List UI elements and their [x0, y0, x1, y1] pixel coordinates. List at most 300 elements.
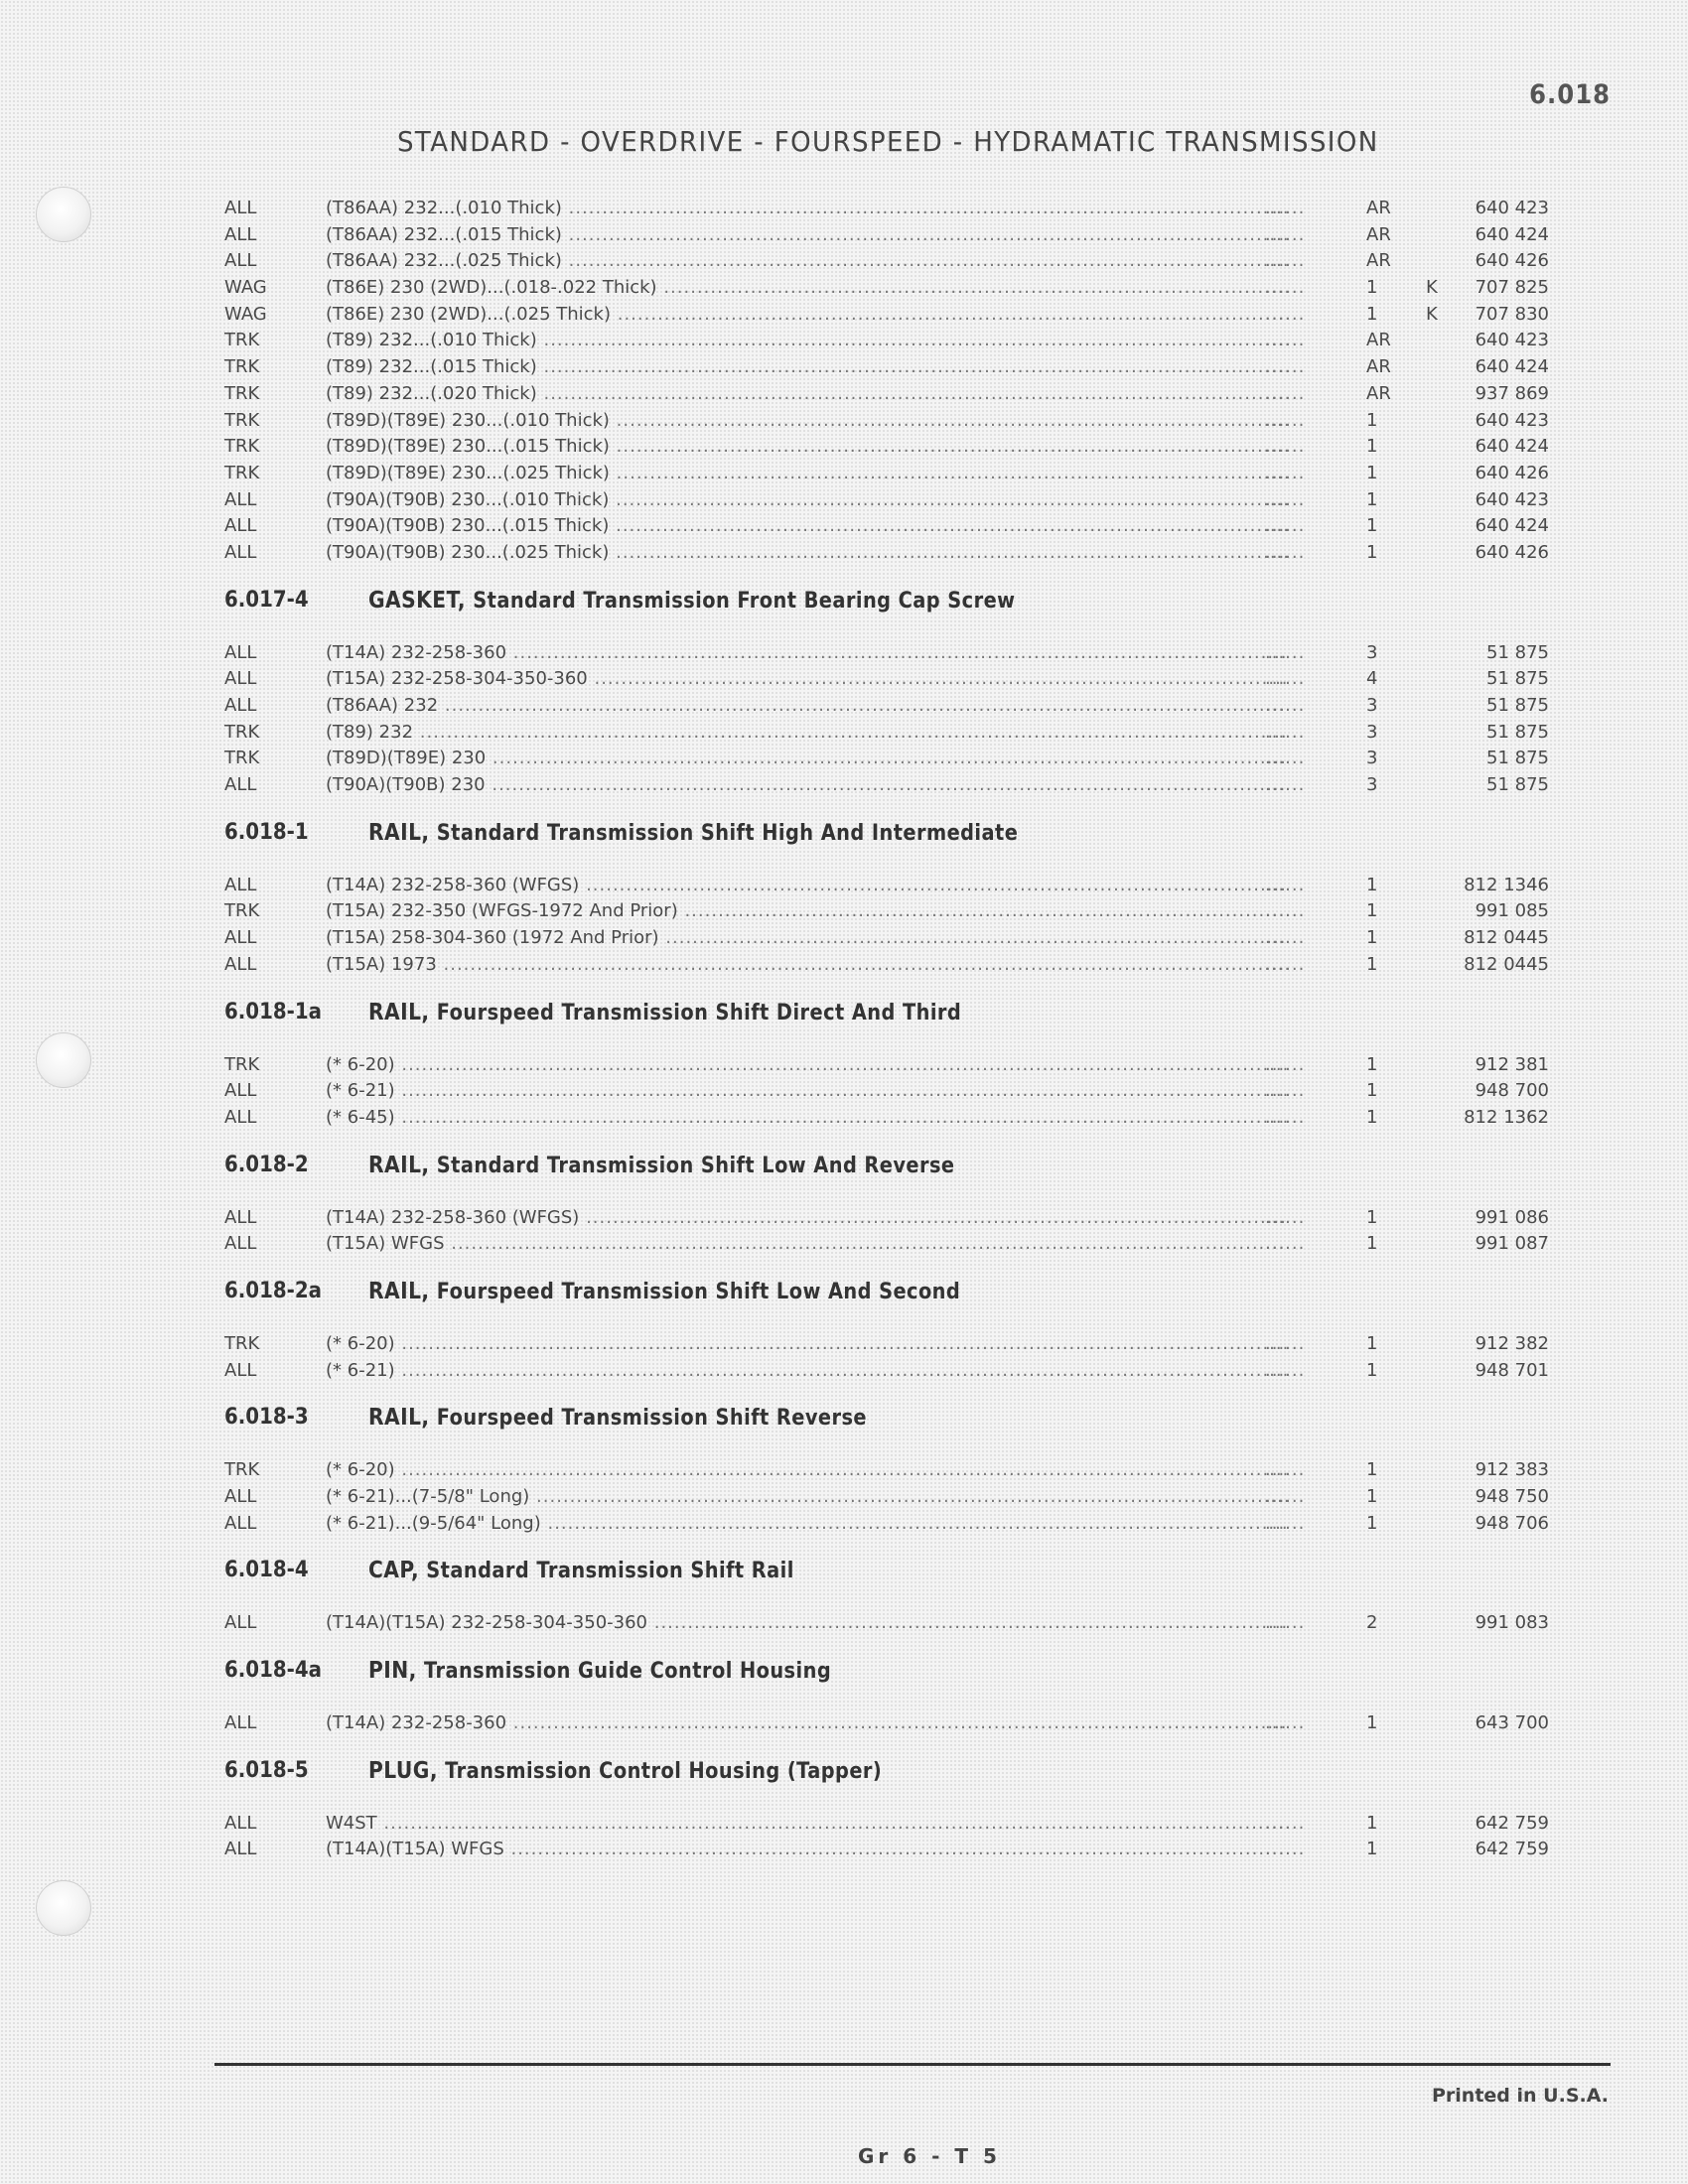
vehicle-code: TRK — [224, 409, 260, 431]
vehicle-code: ALL — [224, 641, 257, 663]
part-number: 948 750 — [1475, 1486, 1549, 1507]
quantity: AR — [1366, 356, 1391, 378]
part-number: 640 424 — [1475, 356, 1549, 378]
list-item — [224, 1810, 1549, 1837]
leader-dots: ...... — [1265, 1839, 1306, 1860]
section-heading — [224, 1652, 1545, 1700]
item-description: (* 6-20) ..... — [326, 1333, 1287, 1354]
vehicle-code: ALL — [224, 1080, 257, 1102]
leader-dots: ...... — [1265, 900, 1306, 922]
page-number: 6.018 — [1529, 79, 1611, 110]
section-description: Fourspeed Transmission Shift Direct And Third — [436, 1000, 962, 1025]
section-description: Standard Transmission Shift High And Intermediate — [436, 820, 1019, 846]
vehicle-code: ALL — [224, 1486, 257, 1507]
vehicle-code: TRK — [224, 1053, 260, 1075]
item-description: (T90A)(T90B) 230 ..... — [326, 774, 1287, 795]
part-name: RAIL, — [368, 1278, 430, 1304]
section-rows — [224, 1609, 1549, 1636]
leader-dots: ...... — [1265, 462, 1306, 483]
leader-dots: ...... — [1265, 541, 1306, 563]
quantity: 1 — [1366, 1332, 1378, 1354]
quantity: 2 — [1366, 1612, 1378, 1634]
part-number: 991 085 — [1475, 900, 1549, 922]
vehicle-code: ALL — [224, 774, 257, 796]
quantity: 1 — [1366, 900, 1378, 922]
leader-dots: ...... — [1265, 409, 1306, 431]
list-item — [224, 486, 1549, 513]
vehicle-code: TRK — [224, 462, 260, 483]
vehicle-code: TRK — [224, 1459, 260, 1481]
part-number: 640 423 — [1475, 409, 1549, 431]
vehicle-code: ALL — [224, 488, 257, 510]
part-number: 812 1362 — [1464, 1106, 1549, 1128]
leader-dots: ...... — [1265, 1106, 1306, 1128]
footer-rule — [214, 2063, 1611, 2066]
vehicle-code: ALL — [224, 1512, 257, 1534]
vehicle-code: TRK — [224, 356, 260, 378]
list-item — [224, 221, 1549, 248]
vehicle-code: TRK — [224, 1332, 260, 1354]
section-heading — [224, 1273, 1545, 1320]
list-item — [224, 1609, 1549, 1636]
parts-section — [224, 1399, 1549, 1536]
parts-section — [224, 814, 1549, 978]
part-number: 937 869 — [1475, 382, 1549, 404]
item-description: (T89D)(T89E) 230...(.015 Thick) ..... — [326, 436, 1287, 457]
vehicle-code: ALL — [224, 953, 257, 975]
section-heading — [224, 582, 1545, 629]
vehicle-code: ALL — [224, 223, 257, 245]
vehicle-code: ALL — [224, 541, 257, 563]
parts-section — [224, 994, 1549, 1131]
section-description: Transmission Guide Control Housing — [423, 1659, 832, 1685]
vehicle-code: TRK — [224, 721, 260, 743]
quantity: 1 — [1366, 1839, 1378, 1860]
leader-dots: ...... — [1265, 1459, 1306, 1481]
leader-dots: ...... — [1265, 1359, 1306, 1381]
section-description: Fourspeed Transmission Shift Reverse — [436, 1406, 867, 1432]
part-number: 51 875 — [1486, 721, 1549, 743]
quantity: 1 — [1366, 488, 1378, 510]
list-item — [224, 745, 1549, 771]
item-description: (T86AA) 232...(.015 Thick) ..... — [326, 224, 1287, 245]
vehicle-code: ALL — [224, 1106, 257, 1128]
vehicle-code: ALL — [224, 927, 257, 949]
list-item — [224, 1204, 1549, 1231]
item-description: (T14A) 232-258-360 ..... — [326, 1712, 1287, 1733]
leader-dots: ...... — [1265, 1080, 1306, 1102]
vehicle-code: ALL — [224, 250, 257, 272]
section-rows — [224, 1810, 1549, 1862]
section-description: Fourspeed Transmission Shift Low And Second — [436, 1279, 961, 1304]
leader-dots: ...... — [1265, 748, 1306, 769]
quantity: 1 — [1366, 409, 1378, 431]
part-number: 51 875 — [1486, 641, 1549, 663]
list-item — [224, 274, 1549, 301]
item-description: (* 6-20) ..... — [326, 1459, 1287, 1480]
part-number: 643 700 — [1475, 1712, 1549, 1734]
item-description: (T15A) WFGS ..... — [326, 1233, 1287, 1254]
list-item — [224, 195, 1549, 221]
list-item — [224, 1357, 1549, 1384]
part-name: GASKET, — [368, 587, 467, 614]
list-item — [224, 719, 1549, 746]
list-item — [224, 1483, 1549, 1510]
leader-dots: ...... — [1265, 1206, 1306, 1228]
section-title — [368, 1405, 867, 1431]
leader-dots: ...... — [1265, 1332, 1306, 1354]
quantity: 1 — [1366, 515, 1378, 537]
list-item — [224, 1836, 1549, 1862]
parts-section — [224, 1652, 1549, 1736]
part-name: RAIL, — [368, 1152, 430, 1178]
quantity: 1 — [1366, 1712, 1378, 1734]
vehicle-code: TRK — [224, 330, 260, 351]
section-heading — [224, 1552, 1545, 1599]
quantity: 1 — [1366, 277, 1378, 299]
vehicle-code: TRK — [224, 748, 260, 769]
parts-section — [224, 1552, 1549, 1636]
vehicle-code: ALL — [224, 1612, 257, 1634]
vehicle-code: WAG — [224, 303, 267, 325]
parts-section — [224, 582, 1549, 798]
leader-dots: ...... — [1265, 1233, 1306, 1255]
item-description: (T15A) 1973 ..... — [326, 954, 1287, 975]
quantity: 1 — [1366, 1206, 1378, 1228]
item-description: (* 6-45) ..... — [326, 1107, 1287, 1128]
section-title — [368, 1658, 831, 1684]
part-number: 948 701 — [1475, 1359, 1549, 1381]
leader-dots: ...... — [1265, 198, 1306, 218]
part-number: 642 759 — [1475, 1839, 1549, 1860]
item-description: (T14A)(T15A) WFGS ..... — [326, 1839, 1287, 1859]
section-number: 6.018-2a — [224, 1278, 322, 1303]
part-number: 640 424 — [1475, 436, 1549, 458]
leader-dots: ...... — [1265, 641, 1306, 663]
vehicle-code: ALL — [224, 1812, 257, 1834]
leader-dots: ...... — [1265, 668, 1306, 690]
item-description: (T89D)(T89E) 230 ..... — [326, 748, 1287, 768]
item-description: (T15A) 258-304-360 (1972 And Prior) ..... — [326, 927, 1287, 948]
part-name: RAIL, — [368, 1405, 430, 1432]
item-description: (* 6-21)...(9-5/64" Long) ..... — [326, 1513, 1287, 1534]
section-rows — [224, 1709, 1549, 1736]
leader-dots: ...... — [1265, 1512, 1306, 1534]
section-rows — [224, 1204, 1549, 1257]
vehicle-code: ALL — [224, 695, 257, 716]
item-description: (* 6-21)...(7-5/8" Long) ..... — [326, 1486, 1287, 1507]
item-description: (T86AA) 232...(.010 Thick) ..... — [326, 198, 1287, 218]
quantity: AR — [1366, 382, 1391, 404]
parts-section — [224, 1273, 1549, 1383]
vehicle-code: TRK — [224, 382, 260, 404]
section-title — [368, 1153, 955, 1178]
part-number: 640 426 — [1475, 462, 1549, 483]
list-item — [224, 665, 1549, 692]
section-title — [368, 588, 1015, 614]
item-description: (T89) 232...(.020 Thick) ..... — [326, 383, 1287, 404]
list-item — [224, 1456, 1549, 1483]
item-description: (T86E) 230 (2WD)...(.018-.022 Thick) ..... — [326, 277, 1287, 298]
leader-dots: ...... — [1265, 515, 1306, 537]
part-number: 640 424 — [1475, 515, 1549, 537]
part-number: 640 424 — [1475, 223, 1549, 245]
item-description: (T89) 232...(.010 Thick) ..... — [326, 330, 1287, 350]
list-item — [224, 327, 1549, 353]
list-item — [224, 353, 1549, 380]
list-item — [224, 771, 1549, 798]
item-description: (T86E) 230 (2WD)...(.025 Thick) ..... — [326, 304, 1287, 325]
quantity: 1 — [1366, 1106, 1378, 1128]
list-item — [224, 897, 1549, 924]
list-item — [224, 380, 1549, 407]
leader-dots: ...... — [1265, 303, 1306, 325]
part-number: 51 875 — [1486, 695, 1549, 716]
item-description: (T14A) 232-258-360 (WFGS) ..... — [326, 875, 1287, 895]
quantity: 3 — [1366, 641, 1378, 663]
list-item — [224, 924, 1549, 951]
part-number: 51 875 — [1486, 668, 1549, 690]
quantity: 4 — [1366, 668, 1378, 690]
leader-dots: ...... — [1265, 330, 1306, 351]
item-description: (T90A)(T90B) 230...(.010 Thick) ..... — [326, 489, 1287, 510]
section-number: 6.017-4 — [224, 587, 309, 613]
vehicle-code: WAG — [224, 277, 267, 299]
leader-dots: ...... — [1265, 695, 1306, 716]
list-item — [224, 1510, 1549, 1537]
part-number: 640 423 — [1475, 488, 1549, 510]
list-item — [224, 1709, 1549, 1736]
part-number: 991 086 — [1475, 1206, 1549, 1228]
quantity: 1 — [1366, 953, 1378, 975]
list-item — [224, 1077, 1549, 1104]
vehicle-code: ALL — [224, 1712, 257, 1734]
vehicle-code: TRK — [224, 900, 260, 922]
section-rows — [224, 1456, 1549, 1536]
part-number: 912 383 — [1475, 1459, 1549, 1481]
part-number: 51 875 — [1486, 748, 1549, 769]
list-item — [224, 407, 1549, 434]
section-heading — [224, 814, 1545, 862]
list-item — [224, 460, 1549, 486]
list-item — [224, 872, 1549, 898]
list-item — [224, 301, 1549, 328]
section-description: Standard Transmission Shift Low And Reverse — [436, 1153, 955, 1178]
section-number: 6.018-4a — [224, 1658, 322, 1684]
parts-section — [224, 1752, 1549, 1862]
quantity: AR — [1366, 250, 1391, 272]
section-title — [368, 1758, 882, 1784]
section-heading — [224, 994, 1545, 1041]
item-description: (T86AA) 232...(.025 Thick) ..... — [326, 250, 1287, 271]
part-name: PIN, — [368, 1658, 417, 1685]
item-description: (T89) 232 ..... — [326, 722, 1287, 743]
part-number: 640 426 — [1475, 541, 1549, 563]
quantity: 1 — [1366, 303, 1378, 325]
part-number: 812 0445 — [1464, 953, 1549, 975]
leader-dots: ...... — [1265, 874, 1306, 895]
list-item — [224, 639, 1549, 666]
quantity: 1 — [1366, 1486, 1378, 1507]
section-heading — [224, 1752, 1545, 1800]
part-name: PLUG, — [368, 1757, 438, 1784]
section-rows — [224, 872, 1549, 978]
quantity: 1 — [1366, 1512, 1378, 1534]
quantity: 1 — [1366, 462, 1378, 483]
section-title — [368, 1279, 960, 1304]
quantity: 3 — [1366, 774, 1378, 796]
part-number: 812 1346 — [1464, 874, 1549, 895]
quantity: 1 — [1366, 874, 1378, 895]
part-number: 948 700 — [1475, 1080, 1549, 1102]
section-description: Transmission Control Housing (Tapper) — [445, 1758, 883, 1784]
part-number: 640 426 — [1475, 250, 1549, 272]
leader-dots: ...... — [1265, 250, 1306, 272]
section-heading — [224, 1399, 1545, 1446]
part-number: 912 382 — [1475, 1332, 1549, 1354]
parts-section — [224, 1147, 1549, 1257]
quantity: AR — [1366, 223, 1391, 245]
part-number: 51 875 — [1486, 774, 1549, 796]
section-description: Standard Transmission Front Bearing Cap Screw — [473, 588, 1016, 614]
leader-dots: ...... — [1265, 774, 1306, 796]
item-description: (T89) 232...(.015 Thick) ..... — [326, 356, 1287, 377]
leader-dots: ...... — [1265, 436, 1306, 458]
leader-dots: ...... — [1265, 223, 1306, 245]
part-number: 912 381 — [1475, 1053, 1549, 1075]
vehicle-code: TRK — [224, 436, 260, 458]
section-number: 6.018-1 — [224, 819, 309, 845]
binder-hole — [36, 187, 91, 242]
part-number: 640 423 — [1475, 330, 1549, 351]
quantity: 1 — [1366, 541, 1378, 563]
item-description: (T14A) 232-258-360 ..... — [326, 642, 1287, 663]
item-description: W4ST ..... — [326, 1813, 1287, 1834]
part-prefix: K — [1426, 277, 1438, 299]
vehicle-code: ALL — [224, 1359, 257, 1381]
section-number: 6.018-4 — [224, 1558, 309, 1583]
leader-dots: ...... — [1265, 1812, 1306, 1834]
leader-dots: ...... — [1265, 488, 1306, 510]
vehicle-code: ALL — [224, 874, 257, 895]
group-reference: Gr 6 - T 5 — [858, 2144, 1001, 2168]
section-title — [368, 1000, 961, 1025]
vehicle-code: ALL — [224, 1233, 257, 1255]
quantity: 1 — [1366, 1233, 1378, 1255]
quantity: 1 — [1366, 436, 1378, 458]
quantity: 3 — [1366, 721, 1378, 743]
leader-dots: ...... — [1265, 721, 1306, 743]
item-description: (* 6-20) ..... — [326, 1054, 1287, 1075]
leader-dots: ...... — [1265, 1053, 1306, 1075]
section-number: 6.018-3 — [224, 1405, 309, 1431]
list-item — [224, 247, 1549, 274]
part-number: 991 083 — [1475, 1612, 1549, 1634]
section-description: Standard Transmission Shift Rail — [426, 1559, 794, 1584]
item-description: (T15A) 232-258-304-350-360 ..... — [326, 668, 1287, 689]
leader-dots: ...... — [1265, 927, 1306, 949]
quantity: 1 — [1366, 1359, 1378, 1381]
item-description: (T89D)(T89E) 230...(.025 Thick) ..... — [326, 463, 1287, 483]
parts-catalog — [224, 195, 1549, 1862]
leader-dots: ...... — [1265, 382, 1306, 404]
section-rows — [224, 1051, 1549, 1131]
vehicle-code: ALL — [224, 515, 257, 537]
list-item — [224, 433, 1549, 460]
vehicle-code: ALL — [224, 198, 257, 218]
binder-hole — [36, 1032, 91, 1088]
vehicle-code: ALL — [224, 1839, 257, 1860]
section-number: 6.018-2 — [224, 1152, 309, 1177]
leader-dots: ...... — [1265, 1486, 1306, 1507]
item-description: (T86AA) 232 ..... — [326, 695, 1287, 716]
list-item — [224, 1051, 1549, 1078]
quantity: AR — [1366, 330, 1391, 351]
item-description: (T89D)(T89E) 230...(.010 Thick) ..... — [326, 410, 1287, 431]
item-description: (T90A)(T90B) 230...(.025 Thick) ..... — [326, 542, 1287, 563]
section-title — [368, 1558, 794, 1583]
part-number: 642 759 — [1475, 1812, 1549, 1834]
page-title: STANDARD - OVERDRIVE - FOURSPEED - HYDRAMATIC TRANSMISSION — [397, 125, 1379, 158]
leader-dots: ...... — [1265, 277, 1306, 299]
quantity: 3 — [1366, 695, 1378, 716]
quantity: 1 — [1366, 1812, 1378, 1834]
quantity: AR — [1366, 198, 1391, 218]
list-item — [224, 539, 1549, 566]
part-name: CAP, — [368, 1558, 420, 1584]
part-number: 640 423 — [1475, 198, 1549, 218]
section-title — [368, 820, 1018, 846]
list-item — [224, 951, 1549, 978]
section-heading — [224, 1147, 1545, 1194]
item-description: (T14A) 232-258-360 (WFGS) ..... — [326, 1207, 1287, 1228]
list-item — [224, 1330, 1549, 1357]
quantity: 1 — [1366, 927, 1378, 949]
leader-dots: ...... — [1265, 356, 1306, 378]
leader-dots: ...... — [1265, 1712, 1306, 1734]
part-name: RAIL, — [368, 999, 430, 1025]
quantity: 3 — [1366, 748, 1378, 769]
list-item — [224, 692, 1549, 719]
list-item — [224, 512, 1549, 539]
quantity: 1 — [1366, 1080, 1378, 1102]
part-number: 707 825 — [1475, 277, 1549, 299]
binder-hole — [36, 1880, 91, 1936]
part-number: 707 830 — [1475, 303, 1549, 325]
section-rows — [224, 1330, 1549, 1383]
part-name: RAIL, — [368, 819, 430, 846]
part-number: 948 706 — [1475, 1512, 1549, 1534]
leader-dots: ...... — [1265, 953, 1306, 975]
leader-dots: ...... — [1265, 1612, 1306, 1634]
list-item — [224, 1104, 1549, 1131]
vehicle-code: ALL — [224, 668, 257, 690]
vehicle-code: ALL — [224, 1206, 257, 1228]
part-number: 812 0445 — [1464, 927, 1549, 949]
printed-in-usa: Printed in U.S.A. — [1432, 2085, 1609, 2107]
item-description: (* 6-21) ..... — [326, 1080, 1287, 1101]
quantity: 1 — [1366, 1459, 1378, 1481]
list-item — [224, 1230, 1549, 1257]
intro-rows — [224, 195, 1549, 566]
quantity: 1 — [1366, 1053, 1378, 1075]
item-description: (T15A) 232-350 (WFGS-1972 And Prior) ..... — [326, 900, 1287, 921]
item-description: (* 6-21) ..... — [326, 1360, 1287, 1381]
section-number: 6.018-5 — [224, 1757, 309, 1783]
item-description: (T14A)(T15A) 232-258-304-350-360 ..... — [326, 1612, 1287, 1633]
part-number: 991 087 — [1475, 1233, 1549, 1255]
item-description: (T90A)(T90B) 230...(.015 Thick) ..... — [326, 515, 1287, 536]
